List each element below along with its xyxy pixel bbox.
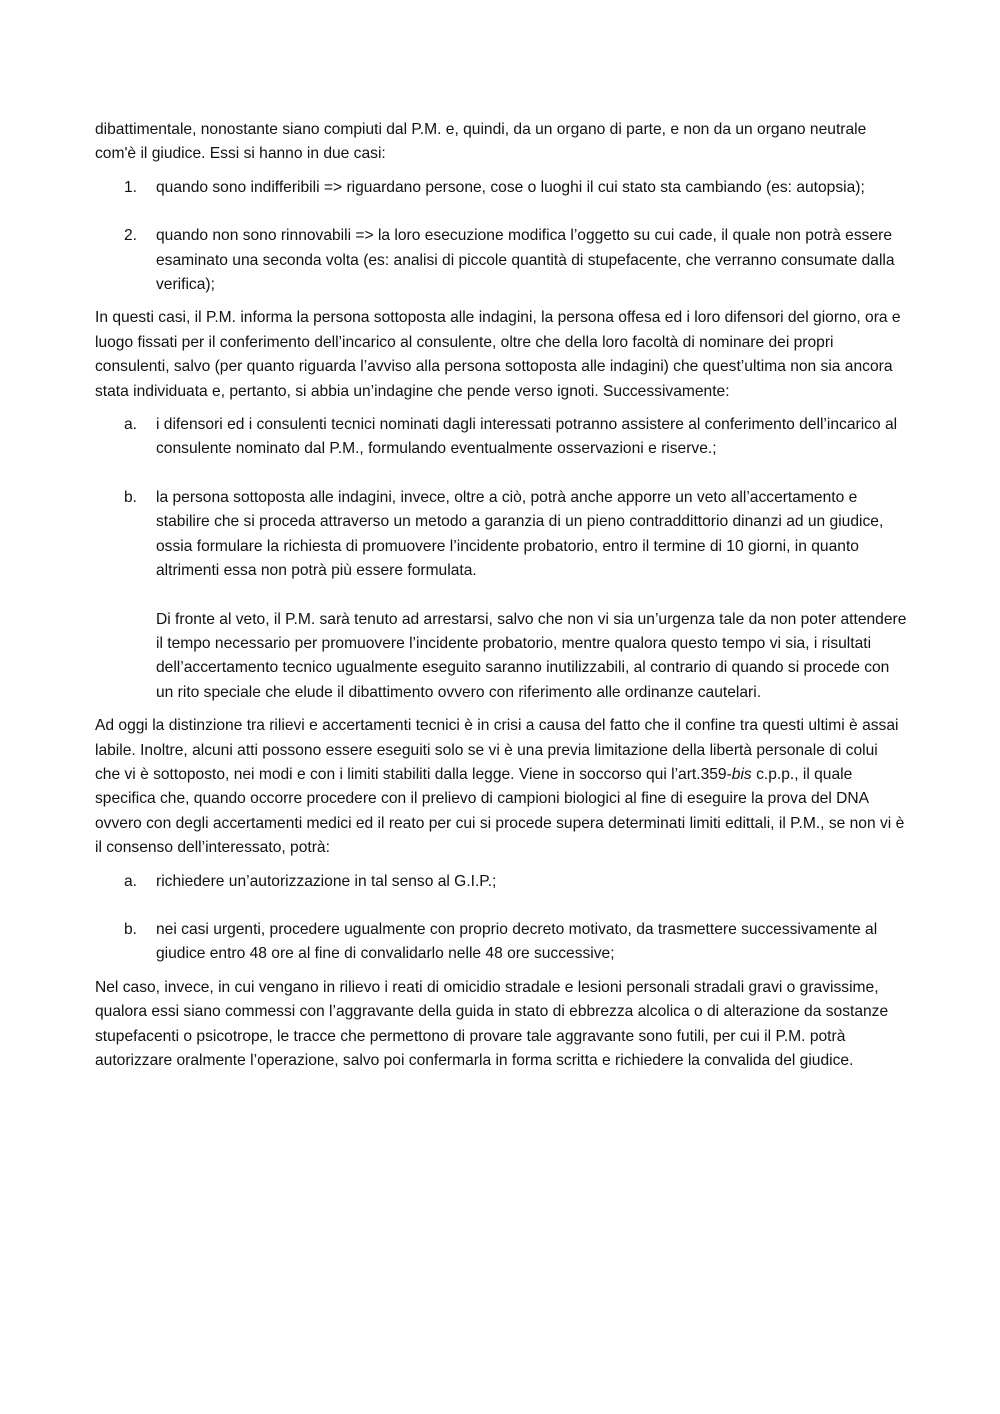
lettered-list-autorizzazione xyxy=(95,870,907,967)
list-item-text: nei casi urgenti, procedere ugualmente con proprio decreto motivato, da trasmettere successivamente al giudice entro 48 ore al fine di convalidarlo nelle 48 ore successive; xyxy=(156,920,878,963)
italic-text: bis xyxy=(731,765,752,783)
list-item-text: richiedere un’autorizzazione in tal senso al G.I.P.; xyxy=(156,872,497,890)
list-marker: b. xyxy=(124,920,138,938)
paragraph-text: c.p.p., il quale specifica che, quando occorre procedere con il prelievo di campioni biologici al fine di eseguire la prova del DNA ovvero con degli accertamenti medici ed il reato per cui si procede supera determinati limiti edittali, il P.M., se non vi è il consenso dell’interessato, potrà: xyxy=(95,765,905,857)
list-marker: a. xyxy=(124,416,138,434)
list-item-text: quando non sono rinnovabili => la loro esecuzione modifica l’oggetto su cui cade, il quale non potrà essere esaminato una seconda volta (es: analisi di piccole quantità di stupefacente, che verranno consumate dalla verifica); xyxy=(156,227,895,294)
paragraph-distinzione xyxy=(95,714,907,860)
list-item-text: i difensori ed i consulenti tecnici nominati dagli interessati potranno assistere al conferimento dell’incarico al consulente nominato dal P.M., formulando eventualmente osservazioni e riserve.; xyxy=(156,416,898,458)
list-item xyxy=(95,176,907,200)
list-marker: b. xyxy=(124,488,138,506)
list-item xyxy=(95,870,907,894)
list-item xyxy=(95,918,907,967)
list-marker: 2. xyxy=(124,227,138,245)
list-item-subparagraph: Di fronte al veto, il P.M. sarà tenuto ad arrestarsi, salvo che non vi sia un’urgenza tale da non poter attendere il tempo necessario per promuovere l’incidente probatorio, mentre qualora questo tempo vi sia, i risultati dell’accertamento tecnico ugualmente eseguito saranno inutilizzabili, al contrario di quando si procede con un rito speciale che elude il dibattimento ovvero con riferimento alle ordinanze cautelari. xyxy=(156,610,907,701)
paragraph-reati-stradali: Nel caso, invece, in cui vengano in rilievo i reati di omicidio stradale e lesioni personali stradali gravi o gravissime, qualora essi siano commessi con l’aggravante della guida in stato di ebbrezza alcolica o di alterazione da sostanze stupefacenti o psicotrope, le tracce che permettono di provare tale aggravante sono futili, per cui il P.M. potrà autorizzare oralmente l’operazione, salvo poi confermarla in forma scritta e richiedere la convalida del giudice. xyxy=(95,978,889,1069)
list-marker: 1. xyxy=(124,178,138,196)
paragraph-text: Ad oggi la distinzione tra rilievi e accertamenti tecnici è in crisi a causa del fatto che il confine tra questi ultimi è assai labile. Inoltre, alcuni atti possono essere eseguiti solo se vi è una previa limitazione della libertà personale di colui che vi è sottoposto, nei modi e con i limiti stabiliti dalla legge. Viene in soccorso qui l’art.359- xyxy=(95,717,899,783)
numbered-list-cases xyxy=(95,176,907,298)
list-item xyxy=(95,413,907,462)
list-item-text: quando sono indifferibili => riguardano persone, cose o luoghi il cui stato sta cambiando (es: autopsia); xyxy=(156,178,865,196)
lettered-list-successivamente xyxy=(95,413,907,705)
document-page xyxy=(95,118,907,1082)
list-item-text: la persona sottoposta alle indagini, invece, oltre a ciò, potrà anche apporre un veto all’accertamento e stabilire che si proceda attraverso un metodo a garanzia di un pieno contraddittorio dinanzi ad un giudice, ossia formulare la richiesta di promuovere l’incidente probatorio, entro il termine di 10 giorni, in quanto altrimenti essa non potrà più essere formulata. xyxy=(156,488,884,580)
paragraph-informativa: In questi casi, il P.M. informa la persona sottoposta alle indagini, la persona offesa ed i loro difensori del giorno, ora e luogo fissati per il conferimento dell’incarico al consulente, oltre che della loro facoltà di nominare dei propri consulenti, salvo (per quanto riguarda l’avviso alla persona sottoposta alle indagini) che quest’ultima non sia ancora stata individuata e, pertanto, si abbia un’indagine che pende verso ignoti. Successivamente: xyxy=(95,309,901,400)
list-marker: a. xyxy=(124,872,138,890)
paragraph-intro: dibattimentale, nonostante siano compiuti dal P.M. e, quindi, da un organo di parte, e non da un organo neutrale com'è il giudice. Essi si hanno in due casi: xyxy=(95,121,867,163)
list-item xyxy=(95,486,907,705)
list-item xyxy=(95,224,907,297)
